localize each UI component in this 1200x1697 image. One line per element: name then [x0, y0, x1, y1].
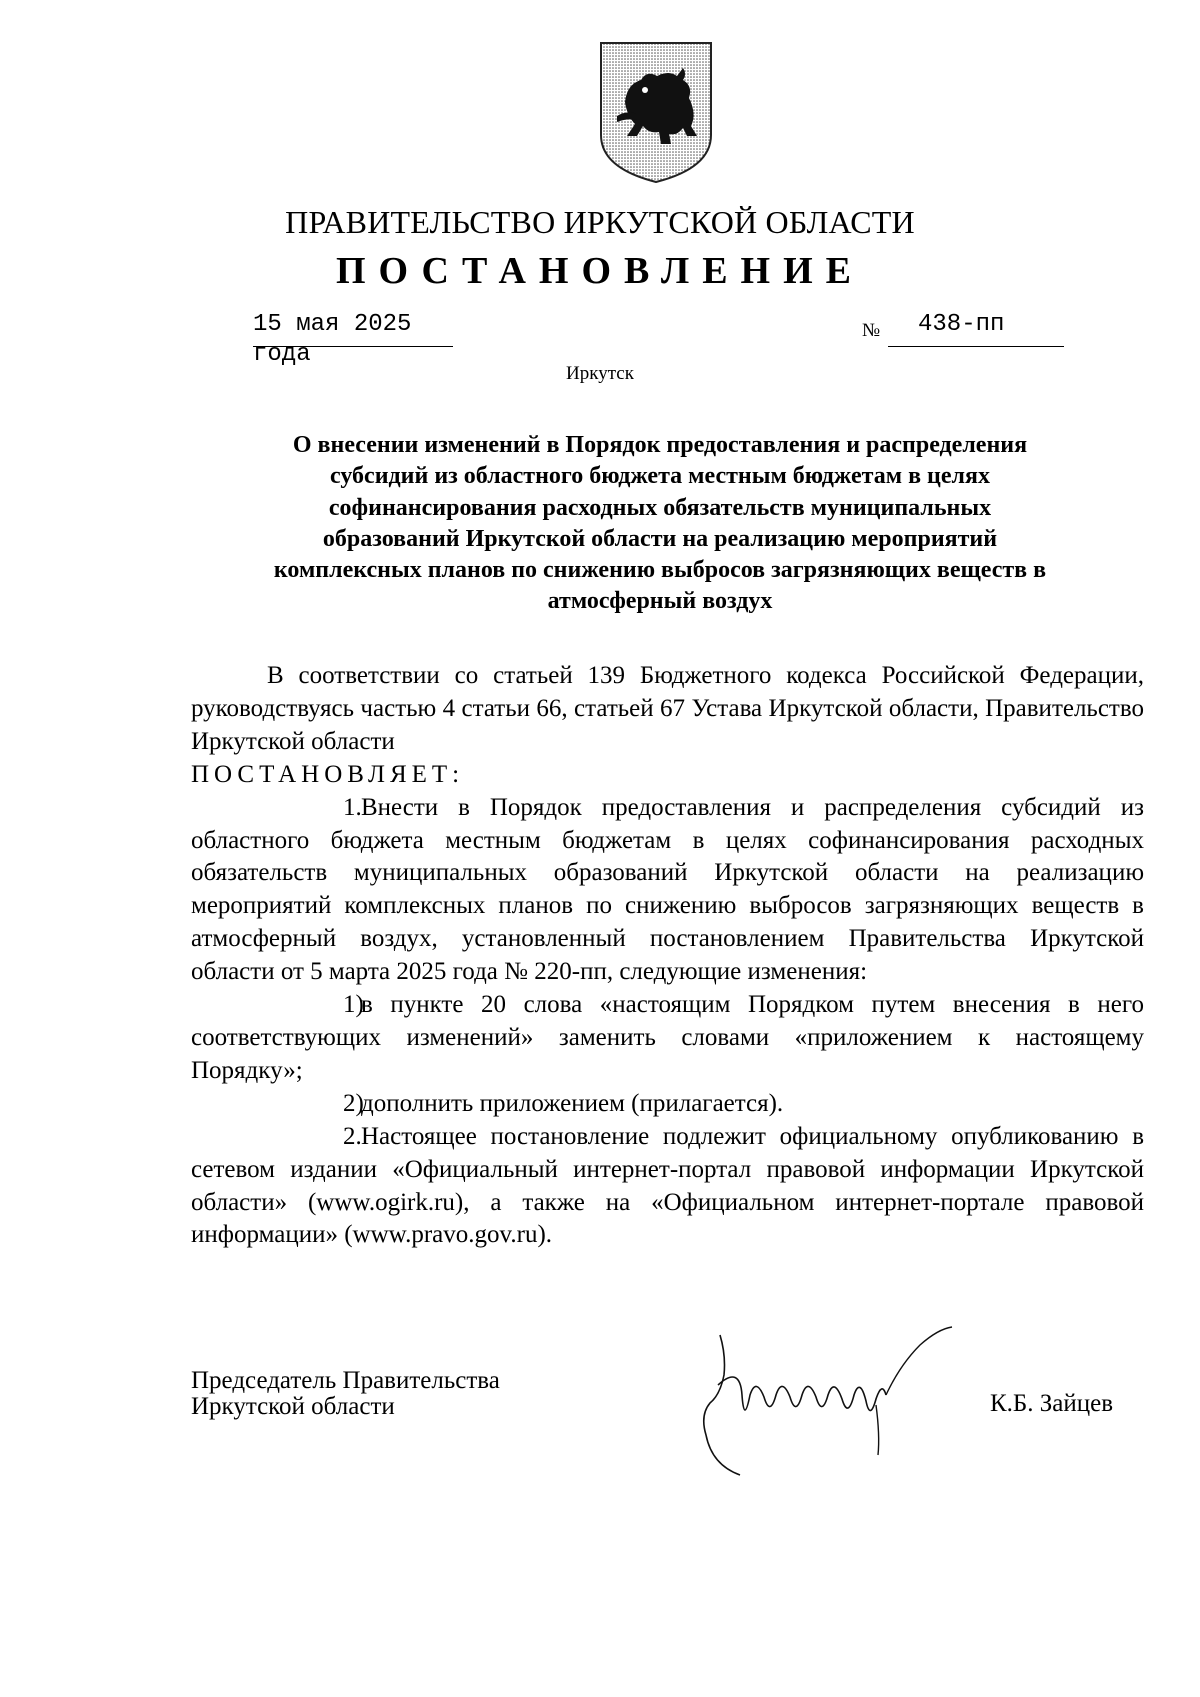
subclause-1-number: 1): [343, 991, 364, 1019]
position-line-2: Иркутской области: [191, 1393, 395, 1420]
document-type-heading: ПОСТАНОВЛЕНИЕ: [335, 250, 865, 292]
date-field: [253, 310, 453, 370]
clause-2-number: 2.: [343, 1122, 362, 1150]
clause-1-number: 1.: [343, 793, 362, 821]
title-line: О внесении изменений в Порядок предоставления и распределения: [292, 432, 1028, 458]
document-title: [190, 430, 1130, 618]
preamble-paragraph: В соответствии со статьей 139 Бюджетного кодекса Российской Федерации, руководствуясь частью 4 статьи 66, статьей 67 Устава Иркутской области, Правительство Иркутской области: [191, 662, 1144, 755]
signatory-name: К.Б. Зайцев: [990, 1390, 1114, 1417]
subclause-1: [191, 989, 1144, 1088]
clause-2: [191, 1121, 1144, 1253]
coat-of-arms-emblem: [597, 40, 715, 185]
subclause-1-text: в пункте 20 слова «настоящим Порядком путем внесения в него соответствующих изменений» заменить словами «приложением к настоящему Порядку»;: [191, 991, 1144, 1084]
document-number: 438-пп: [918, 311, 1005, 338]
signatory-position: [191, 1368, 500, 1420]
title-line: образований Иркутской области на реализацию мероприятий: [322, 525, 998, 552]
subclause-2-number: 2): [343, 1089, 364, 1117]
clause-2-text: Настоящее постановление подлежит официальному опубликованию в сетевом издании «Официальный интернет-портал правовой информации Иркутской области» (www.ogirk.ru), а также на «Официальном интернет-портале правовой информации» (www.pravo.gov.ru).: [191, 1122, 1144, 1249]
title-line: софинансирования расходных обязательств муниципальных: [328, 494, 992, 521]
organization-name: ПРАВИТЕЛЬСТВО ИРКУТСКОЙ ОБЛАСТИ: [285, 204, 915, 240]
number-underline: [888, 346, 1064, 347]
title-line: атмосферный воздух: [547, 588, 773, 615]
document-date: 15 мая 2025 года: [253, 311, 412, 368]
title-line: субсидий из областного бюджета местным бюджетам в целях: [330, 463, 990, 490]
clause-1: [191, 792, 1144, 989]
subclause-2-text: дополнить приложением (прилагается).: [361, 1089, 784, 1117]
document-body: [191, 660, 1144, 1252]
title-line: комплексных планов по снижению выбросов загрязняющих веществ в: [273, 557, 1047, 584]
resolves-heading: ПОСТАНОВЛЯЕТ:: [191, 760, 465, 788]
clause-1-text: Внести в Порядок предоставления и распределения субсидий из областного бюджета местным бюджетам в целях софинансирования расходных обязательств муниципальных образований Иркутской области на реализацию мероприятий комплексных планов по снижению выбросов загрязняющих веществ в атмосферный воздух, установленный постановлением Правительства Иркутской области от 5 марта 2025 года № 220-пп, следующие изменения:: [191, 793, 1144, 986]
date-underline: [253, 346, 453, 347]
city-name: Иркутск: [566, 363, 634, 384]
position-line-1: Председатель Правительства: [191, 1367, 500, 1394]
subclause-2: [191, 1088, 1144, 1121]
handwritten-signature: [680, 1325, 960, 1485]
number-sign: №: [862, 320, 881, 341]
